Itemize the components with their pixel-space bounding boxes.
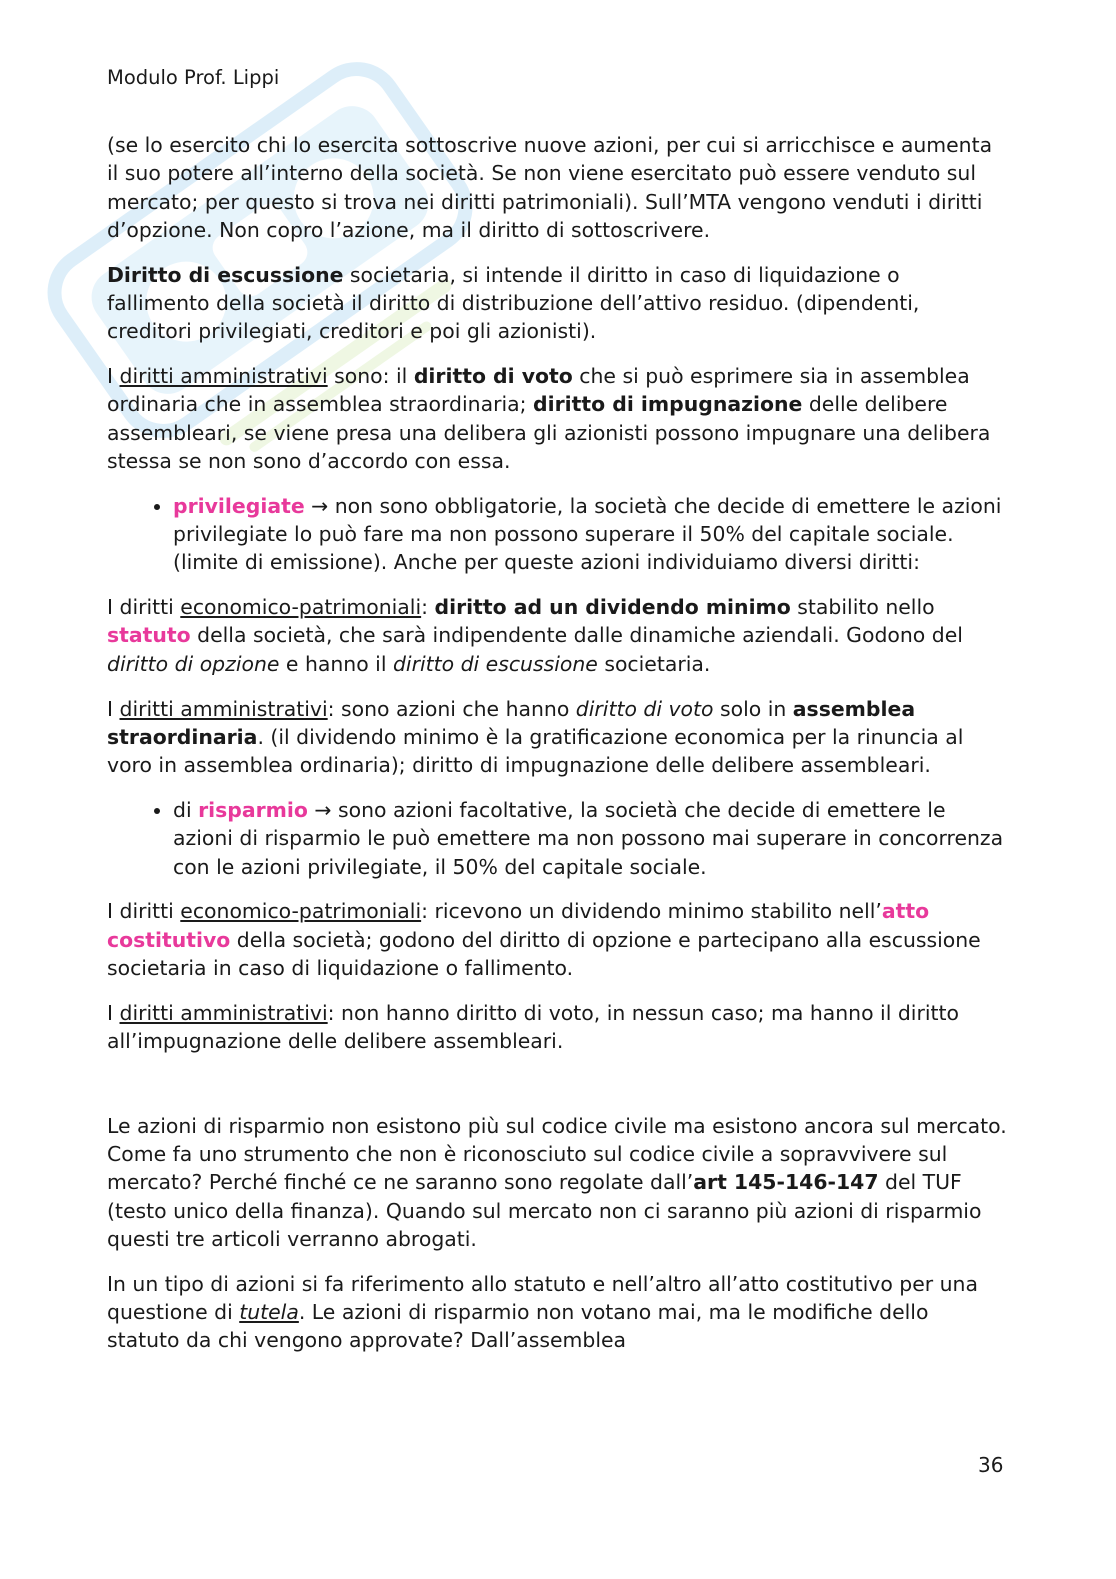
paragraph-economico-patrimoniali-1: [107, 593, 1007, 678]
highlighted-term: statuto: [107, 623, 191, 648]
paragraph-diritti-amministrativi: [107, 362, 1007, 475]
blank-space: [107, 1072, 1007, 1112]
text-run: societaria.: [597, 651, 711, 676]
text-run: che si può esprimere sia in assemblea ordinaria che in assemblea straordinaria;: [107, 364, 970, 417]
italic-term: diritto di voto: [575, 696, 714, 721]
text-run: :: [421, 595, 435, 620]
text-run: I diritti: [107, 595, 181, 620]
text-run: solo in: [713, 696, 793, 721]
underlined-term: diritti amministrativi: [119, 364, 328, 389]
text-run: stabilito nello: [790, 595, 935, 620]
bold-term: diritto di impugnazione: [532, 392, 803, 417]
paragraph-opzione: (se lo esercito chi lo esercita sottoscrive nuove azioni, per cui si arricchisce e aumenta il suo potere all’interno della società. Se non viene esercitato può essere venduto sul mercato; per questo si trova nei diritti patrimoniali). Sull’MTA vengono venduti i diritti d’opzione. Non copro l’azione, ma il diritto di sottoscrivere.: [107, 133, 993, 242]
paragraph-amministrativi-risparmio: [107, 999, 1007, 1056]
bold-term: art 145-146-147: [693, 1170, 879, 1195]
list-item: [173, 492, 1007, 577]
text-run: I diritti: [107, 899, 181, 924]
text-run: di: [173, 797, 199, 822]
bold-term: diritto di voto: [413, 364, 573, 389]
text-run: In un tipo di azioni si fa riferimento allo statuto e nell’altro all’atto costitutivo per una questione di: [107, 1271, 978, 1325]
page-header: Modulo Prof. Lippi: [107, 66, 280, 89]
underlined-italic-term: tutela: [239, 1300, 299, 1325]
text-run: → non sono obbligatorie, la società che decide di emettere le azioni privilegiate lo può fare ma non possono superare il 50% del capitale sociale. (limite di emissione). Anche per queste azioni individuiamo diversi diritti:: [173, 493, 1002, 575]
paragraph-economico-patrimoniali-2: [107, 897, 1007, 982]
underlined-term: diritti amministrativi: [119, 1000, 328, 1025]
text-run: I: [107, 1000, 120, 1025]
text-run: del TUF (testo unico della finanza). Quando sul mercato non ci saranno più azioni di risparmio questi tre articoli verranno abrogati.: [107, 1170, 982, 1251]
highlighted-term: atto costitutivo: [107, 899, 930, 952]
underlined-term: economico-patrimoniali: [180, 595, 422, 620]
text-run: : ricevono un dividendo minimo stabilito nell’: [421, 899, 882, 924]
text-run: della società, che sarà indipendente dalle dinamiche aziendali. Godono del: [190, 623, 963, 648]
text-run: e hanno il: [279, 651, 393, 676]
text-run: sono: il: [327, 364, 414, 389]
underlined-term: diritti amministrativi: [119, 696, 328, 721]
text-run: I: [107, 364, 120, 389]
underlined-term: economico-patrimoniali: [180, 899, 422, 924]
paragraph-amministrativi-privilegiate: [107, 695, 1007, 780]
text-run: I: [107, 696, 120, 721]
text-run: . Le azioni di risparmio non votano mai, ma le modifiche dello statuto da chi vengono approvate? Dall’assemblea: [107, 1300, 929, 1353]
text-run: della società; godono del diritto di opzione e partecipano alla escussione societaria in caso di liquidazione o fallimento.: [107, 927, 981, 980]
text-run: → sono azioni facoltative, la società che decide di emettere le azioni di risparmio le può emettere ma non possono mai superare in concorrenza con le azioni privilegiate, il 50% del capitale sociale.: [173, 797, 1004, 879]
highlighted-term: risparmio: [198, 797, 308, 822]
italic-term: diritto di escussione: [392, 651, 598, 676]
paragraph-tuf: [107, 1112, 1007, 1253]
italic-term: diritto di opzione: [107, 651, 280, 676]
page-content: [107, 131, 1007, 1371]
text-run: : non hanno diritto di voto, in nessun caso; ma hanno il diritto all’impugnazione delle delibere assembleari.: [107, 1000, 959, 1054]
highlighted-term: privilegiate: [173, 493, 305, 518]
bullet-list-risparmio: [107, 796, 1007, 881]
text-run: societaria, si intende il diritto in caso di liquidazione o fallimento della società il diritto di distribuzione dell’attivo residuo. (dipendenti, creditori privilegiati, creditori e poi gli azionisti).: [107, 262, 920, 344]
text-run: . (il dividendo minimo è la gratificazione economica per la rinuncia al voro in assemblea ordinaria); diritto di impugnazione delle delibere assembleari.: [107, 724, 964, 778]
paragraph-escussione: [107, 261, 1007, 346]
paragraph-tutela: [107, 1270, 1007, 1355]
text-run: : sono azioni che hanno: [327, 696, 576, 721]
bold-term: assemblea straordinaria: [107, 696, 916, 749]
bold-term: Diritto di escussione: [107, 262, 344, 287]
page-number: 36: [978, 1453, 1004, 1477]
list-item: [173, 796, 1007, 881]
bold-term: diritto ad un dividendo minimo: [434, 595, 791, 620]
text-run: Le azioni di risparmio non esistono più sul codice civile ma esistono ancora sul mercato. Come fa uno strumento che non è riconosciuto sul codice civile a sopravvivere sul mercato? Perché finché ce ne saranno sono regolate dall’: [107, 1113, 1007, 1195]
text-run: delle delibere assembleari, se viene presa una delibera gli azionisti possono impugnare una delibera stessa se non sono d’accordo con essa.: [107, 392, 991, 473]
bullet-list-privilegiate: [107, 492, 1007, 577]
